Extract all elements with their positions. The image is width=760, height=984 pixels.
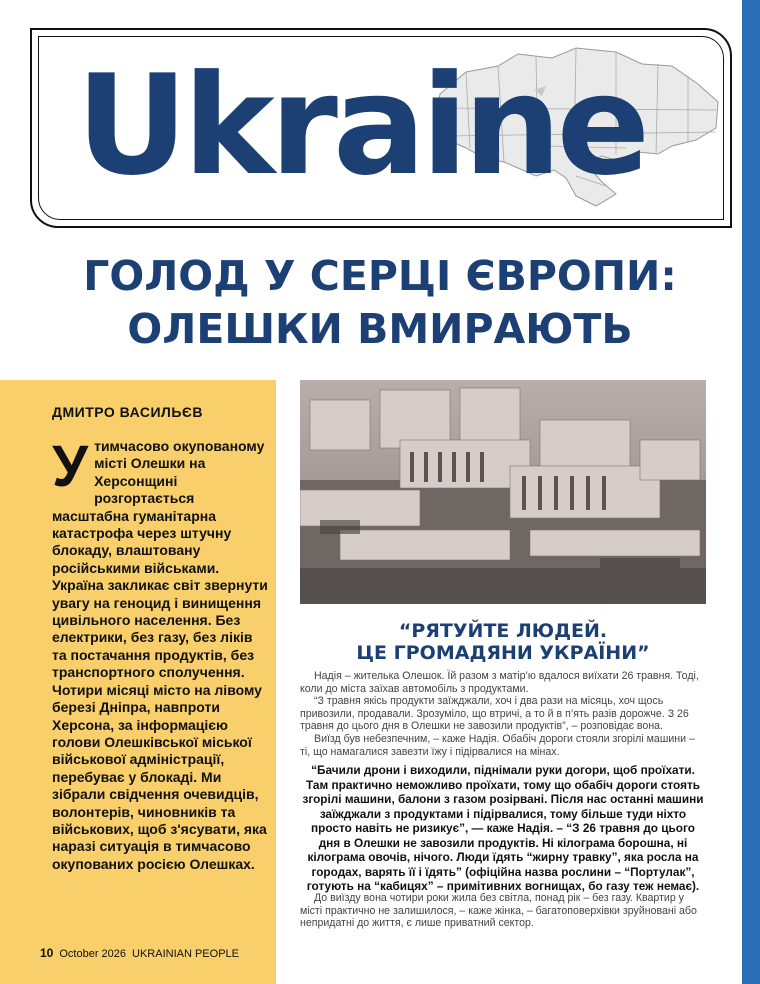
publication-name: UKRAINIAN PEOPLE bbox=[132, 948, 239, 960]
headline-line-1: ГОЛОД У СЕРЦІ ЄВРОПИ: bbox=[83, 252, 677, 300]
article-body-bottom bbox=[300, 892, 706, 930]
masthead bbox=[30, 28, 732, 228]
issue-date: October 2026 bbox=[59, 948, 127, 960]
article-headline bbox=[0, 250, 760, 356]
right-edge-stripe bbox=[742, 0, 760, 984]
body-paragraph: “З травня якісь продукти заїжджали, хоч і два рази на місяць, хоч щось привозили, продавали. Зрозуміло, що втричі, а то й в п’ять разів дорожче. З 26 травня до цього дня в Олешки не завозили продуктів”, – розповідає вона. bbox=[300, 695, 689, 733]
body-paragraph: Надія – жителька Олешок. Їй разом з матір’ю вдалося виїхати 26 травня. Тоді, коли до міста заїхав автомобіль з продуктами. bbox=[300, 670, 699, 695]
quote-heading-line-1: “РЯТУЙТЕ ЛЮДЕЙ. bbox=[398, 620, 608, 642]
drop-cap: У bbox=[52, 434, 89, 499]
masthead-title: Ukraine bbox=[76, 45, 646, 206]
quote-heading bbox=[300, 620, 706, 664]
page-number: 10 bbox=[40, 946, 54, 960]
article-body-top bbox=[300, 670, 706, 758]
author-byline: ДМИТРО ВАСИЛЬЄВ bbox=[52, 404, 203, 420]
page-footer bbox=[40, 946, 239, 960]
headline-line-2: ОЛЕШКИ ВМИРАЮТЬ bbox=[127, 305, 633, 353]
pull-quote: “Бачили дрони і виходили, піднімали руки догори, щоб проїхати. Там практично неможливо проїхати, тому що обабіч дороги стоять згорілі машини, балони з газом розірвані. Після нас останні машини заїжджали з продуктами і підірвалися, тому більше туди ніхто просто навіть не ризикує”, — каже Надія. – “З 26 травня до цього дня в Олешки не завозили продуктів. Ні кілограма борошна, ні кілограма овочів, нічого. Люди їдять “жирну травку”, яка росла на городах, варять її і їдять” (офіційна назва рослини – “Портулак”, готують на “кабицях” – примітивних вогнищах, бо газу теж немає). bbox=[302, 763, 704, 893]
lead-paragraph bbox=[52, 434, 270, 873]
body-paragraph: Виїзд був небезпечним, – каже Надія. Обабіч дороги стояли згорілі машини – ті, що намагалися завезти їжу і підірвалися на мінах. bbox=[300, 732, 695, 758]
quote-heading-line-2: ЦЕ ГРОМАДЯНИ УКРАЇНИ” bbox=[356, 642, 650, 664]
body-paragraph: До виїзду вона чотири роки жила без світла, понад рік – без газу. Квартир у місті практично не залишилося, – каже жінка, – багатоповерхівки зруйновані або непридатні до життя, є лише приватний сектор. bbox=[300, 892, 697, 930]
lead-text: тимчасово окупованому місті Олешки на Херсонщині розгортається масштабна гуманітарна катастрофа через штучну блокаду, влаштовану російськими військами. Україна закликає світ звернути увагу на геноцид і винищення цивільного населення. Без електрики, без газу, без ліків та постачання продуктів, без транспортного сполучення. Чотири місяці місто на лівому березі Дніпра, навпроти Херсона, за інформацією голови Олешківської міської військової адміністрації, перебуває у блокаді. Ми зібрали свідчення очевидців, волонтерів, чиновників та військових, щоб з'ясувати, яка наразі ситуація в тимчасово окупованих росією Олешках. bbox=[52, 438, 268, 872]
city-aerial-photo bbox=[300, 380, 706, 604]
